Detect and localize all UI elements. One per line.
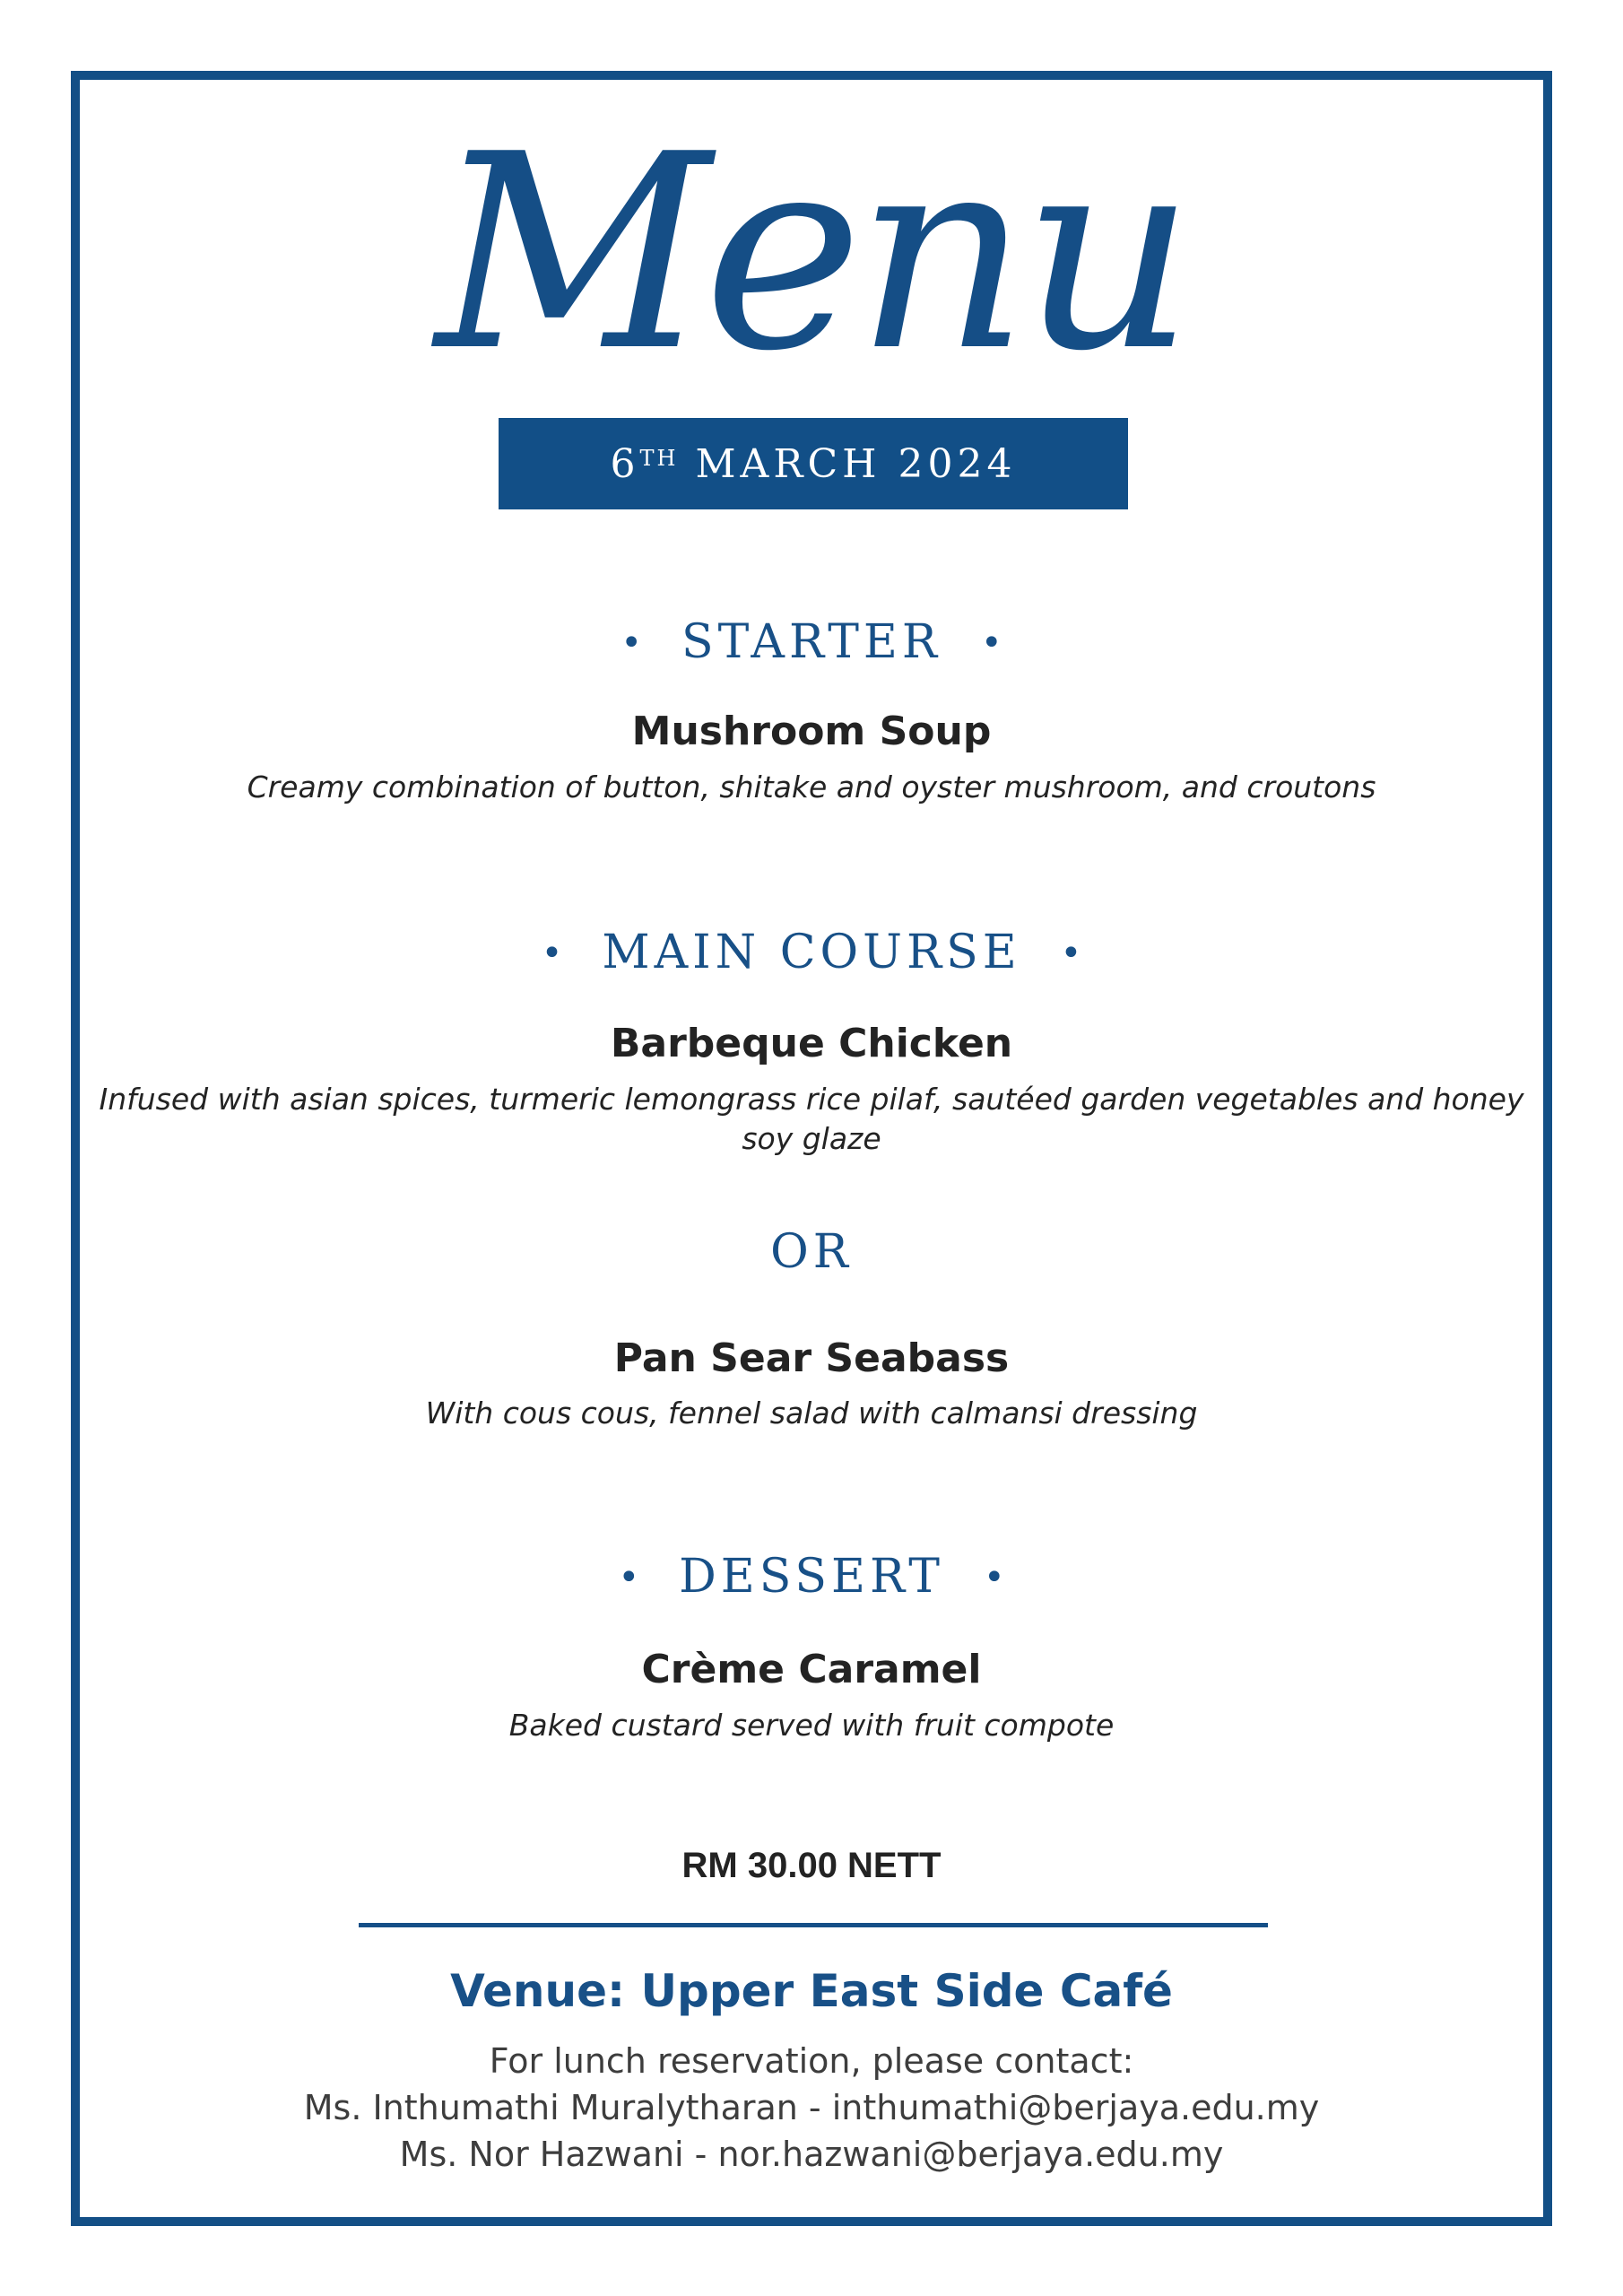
dessert-dish-description: Baked custard served with fruit compote — [508, 1708, 1115, 1743]
starter-dish-description: Creamy combination of button, shitake and oyster mushroom, and croutons — [247, 770, 1376, 804]
footer-divider — [359, 1923, 1268, 1927]
date-suffix: TH — [639, 446, 679, 471]
dessert-dish-name: Crème Caramel — [641, 1647, 982, 1692]
section-heading-main-course — [0, 924, 1623, 981]
price-label: RM 30.00 NETT — [681, 1846, 942, 1885]
main-option1-description-line1: Infused with asian spices, turmeric lemongrass rice pilaf, sautéed garden vegetables and honey — [99, 1082, 1524, 1117]
date-day: 6 — [610, 440, 640, 487]
menu-title: Menu — [435, 97, 1188, 410]
or-separator: OR — [770, 1225, 853, 1279]
starter-heading: STARTER — [681, 615, 942, 669]
section-heading-dessert — [0, 1548, 1623, 1605]
bullet-left: • — [618, 1557, 640, 1598]
dessert-heading: DESSERT — [679, 1550, 944, 1604]
main-course-heading: MAIN COURSE — [602, 926, 1021, 979]
main-option1-dish-name: Barbeque Chicken — [610, 1021, 1013, 1066]
main-option1-description-line2: soy glaze — [742, 1121, 881, 1156]
starter-dish-name: Mushroom Soup — [631, 709, 992, 754]
bullet-left: • — [621, 622, 642, 664]
contact-line-1: Ms. Inthumathi Muralytharan - inthumathi@berjaya.edu.my — [303, 2088, 1320, 2127]
contact-line-2: Ms. Nor Hazwani - nor.hazwani@berjaya.edu.my — [399, 2135, 1224, 2174]
main-option2-description: With cous cous, fennel salad with calmansi dressing — [425, 1396, 1198, 1431]
bullet-left: • — [541, 933, 563, 974]
main-option2-dish-name: Pan Sear Seabass — [613, 1335, 1010, 1381]
bullet-right: • — [1060, 933, 1082, 974]
bullet-right: • — [983, 1557, 1005, 1598]
contact-intro: For lunch reservation, please contact: — [489, 2041, 1134, 2081]
venue-title: Venue: Upper East Side Café — [450, 1965, 1173, 2017]
section-heading-starter — [0, 613, 1623, 671]
bullet-right: • — [981, 622, 1002, 664]
date-banner — [499, 418, 1128, 509]
date-month-year: MARCH 2024 — [695, 440, 1017, 487]
